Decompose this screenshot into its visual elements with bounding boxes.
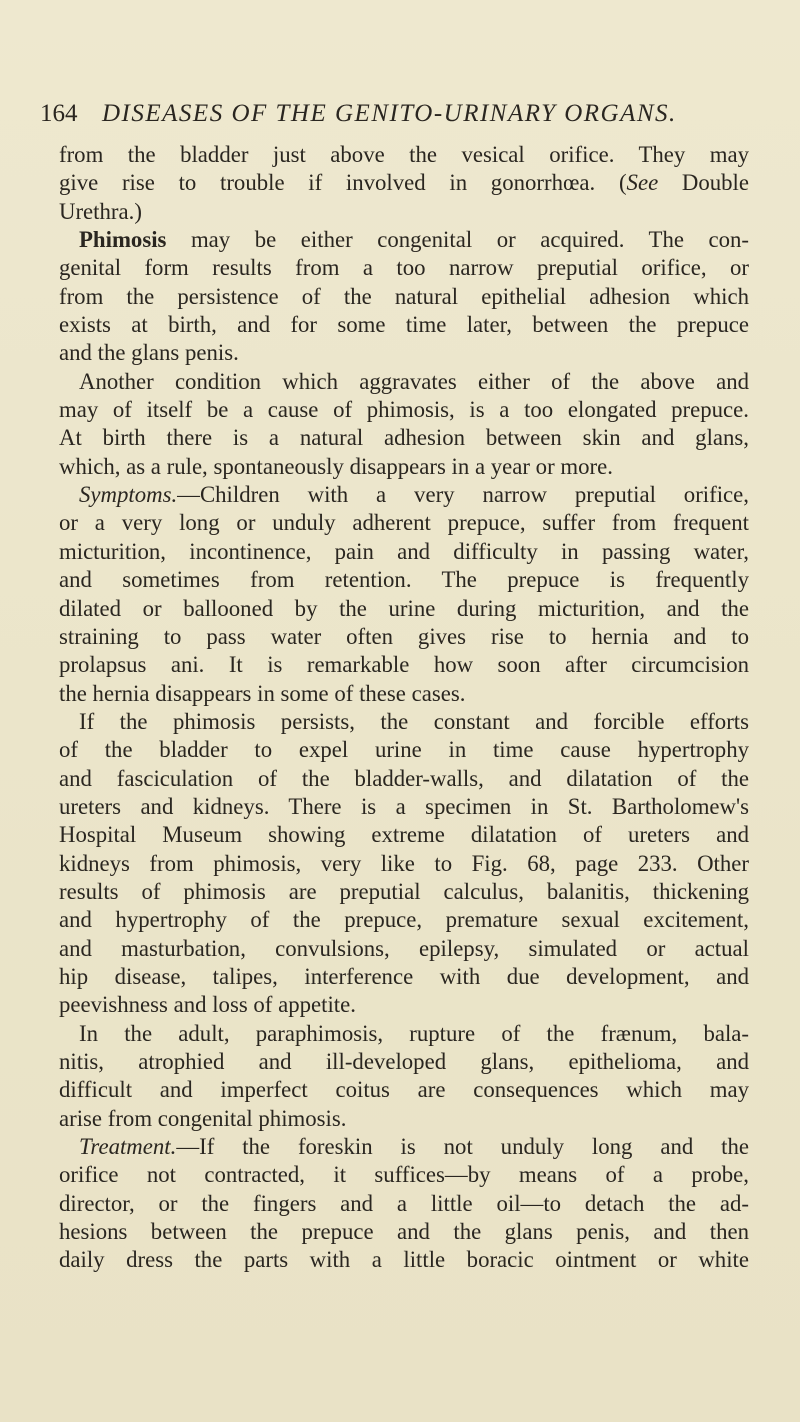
- text-segment: and hypertrophy of the prepuce, premature sexual excitement,: [59, 907, 749, 933]
- text-segment: may of itself be a cause of phimosis, is a too elongated prepuce.: [59, 397, 749, 423]
- text-line: [59, 226, 749, 254]
- text-segment: —If the foreskin is not unduly long and the: [176, 1134, 749, 1160]
- text-segment: In the adult, paraphimosis, rupture of the frænum, bala-: [79, 1020, 749, 1046]
- text-segment: give rise to trouble if involved in gonorrhœa. (: [59, 170, 627, 196]
- text-segment: arise from congenital phimosis.: [59, 1105, 347, 1131]
- text-segment: difficult and imperfect coitus are consequences which may: [59, 1077, 749, 1103]
- text-line: [59, 935, 749, 963]
- text-line: [59, 821, 749, 849]
- text-line: [59, 1246, 749, 1274]
- running-title: DISEASES OF THE GENITO-URINARY ORGANS.: [102, 100, 677, 127]
- page-header: [40, 96, 760, 132]
- text-line: [59, 481, 749, 509]
- text-segment: nitis, atrophied and ill-developed glans, epithelioma, and: [59, 1049, 749, 1074]
- italic-term: Symptoms.: [79, 482, 178, 508]
- text-line: [59, 169, 749, 197]
- text-line: [59, 566, 749, 594]
- text-segment: ureters and kidneys. There is a specimen in St. Bartholomew's: [59, 793, 749, 819]
- text-line: [59, 453, 749, 481]
- text-line: [59, 368, 749, 396]
- text-segment: Double: [658, 170, 749, 196]
- text-segment: orifice not contracted, it suffices—by means of a probe,: [59, 1162, 749, 1188]
- text-segment: which, as a rule, spontaneously disappears in a year or more.: [59, 453, 613, 479]
- page-number: 164: [40, 100, 78, 127]
- text-line: [59, 254, 749, 282]
- text-line: [59, 850, 749, 878]
- text-line: [59, 595, 749, 623]
- text-segment: daily dress the parts with a little boracic ointment or white: [59, 1247, 749, 1273]
- text-segment: micturition, incontinence, pain and difficulty in passing water,: [59, 538, 749, 564]
- text-segment: If the phimosis persists, the constant and forcible efforts: [79, 708, 749, 734]
- text-segment: dilated or ballooned by the urine during micturition, and the: [59, 595, 749, 621]
- text-segment: kidneys from phimosis, very like to Fig. 68, page 233. Other: [59, 850, 749, 876]
- text-line: [59, 651, 749, 679]
- text-segment: from the persistence of the natural epithelial adhesion which: [59, 283, 749, 309]
- text-segment: of the bladder to expel urine in time cause hypertrophy: [59, 737, 749, 763]
- text-line: [59, 963, 749, 991]
- text-segment: and sometimes from retention. The prepuce is frequently: [59, 567, 749, 593]
- text-line: [59, 680, 749, 708]
- text-line: [59, 736, 749, 764]
- text-line: [59, 793, 749, 821]
- text-segment: or a very long or unduly adherent prepuce, suffer from frequent: [59, 510, 749, 536]
- text-line: [59, 906, 749, 934]
- text-line: [59, 708, 749, 736]
- text-line: [59, 396, 749, 424]
- text-line: [59, 1218, 749, 1246]
- text-line: [59, 1020, 749, 1048]
- text-line: [59, 198, 749, 226]
- text-segment: hesions between the prepuce and the glans penis, and then: [59, 1219, 749, 1245]
- text-line: [59, 878, 749, 906]
- text-segment: and masturbation, convulsions, epilepsy, simulated or actual: [59, 935, 749, 961]
- bold-term: Phimosis: [79, 227, 167, 253]
- text-segment: genital form results from a too narrow preputial orifice, or: [59, 255, 749, 281]
- text-segment: may be either congenital or acquired. The con-: [166, 227, 749, 253]
- text-segment: results of phimosis are preputial calculus, balanitis, thickening: [59, 878, 749, 904]
- body-text: [59, 141, 749, 1275]
- text-segment: the hernia disappears in some of these cases.: [59, 680, 466, 706]
- text-segment: At birth there is a natural adhesion between skin and glans,: [59, 425, 749, 451]
- text-segment: prolapsus ani. It is remarkable how soon after circumcision: [59, 652, 749, 678]
- italic-term: See: [626, 170, 659, 196]
- text-segment: exists at birth, and for some time later, between the prepuce: [59, 312, 749, 338]
- text-line: [59, 765, 749, 793]
- text-line: [59, 311, 749, 339]
- text-line: [59, 339, 749, 367]
- text-line: [59, 623, 749, 651]
- text-segment: Another condition which aggravates either of the above and: [79, 368, 749, 394]
- text-segment: and fasciculation of the bladder-walls, and dilatation of the: [59, 765, 749, 791]
- text-line: [59, 1076, 749, 1104]
- text-line: [59, 991, 749, 1019]
- text-segment: hip disease, talipes, interference with due development, and: [59, 963, 749, 989]
- text-line: [59, 283, 749, 311]
- text-line: [59, 538, 749, 566]
- text-line: [59, 1190, 749, 1218]
- text-line: [59, 424, 749, 452]
- italic-term: Treatment.: [79, 1134, 177, 1160]
- text-segment: and the glans penis.: [59, 340, 239, 366]
- text-segment: from the bladder just above the vesical orifice. They may: [59, 142, 749, 167]
- text-segment: Hospital Museum showing extreme dilatation of ureters and: [59, 822, 749, 848]
- text-line: [59, 1048, 749, 1076]
- text-line: [59, 1161, 749, 1189]
- text-segment: director, or the fingers and a little oil—to detach the ad-: [59, 1190, 749, 1216]
- text-segment: peevishness and loss of appetite.: [59, 992, 356, 1018]
- text-line: [59, 141, 749, 169]
- text-segment: straining to pass water often gives rise to hernia and to: [59, 623, 749, 649]
- text-segment: —Children with a very narrow preputial orifice,: [177, 482, 749, 508]
- text-line: [59, 1133, 749, 1161]
- text-line: [59, 509, 749, 537]
- text-segment: Urethra.): [59, 198, 142, 224]
- text-line: [59, 1105, 749, 1133]
